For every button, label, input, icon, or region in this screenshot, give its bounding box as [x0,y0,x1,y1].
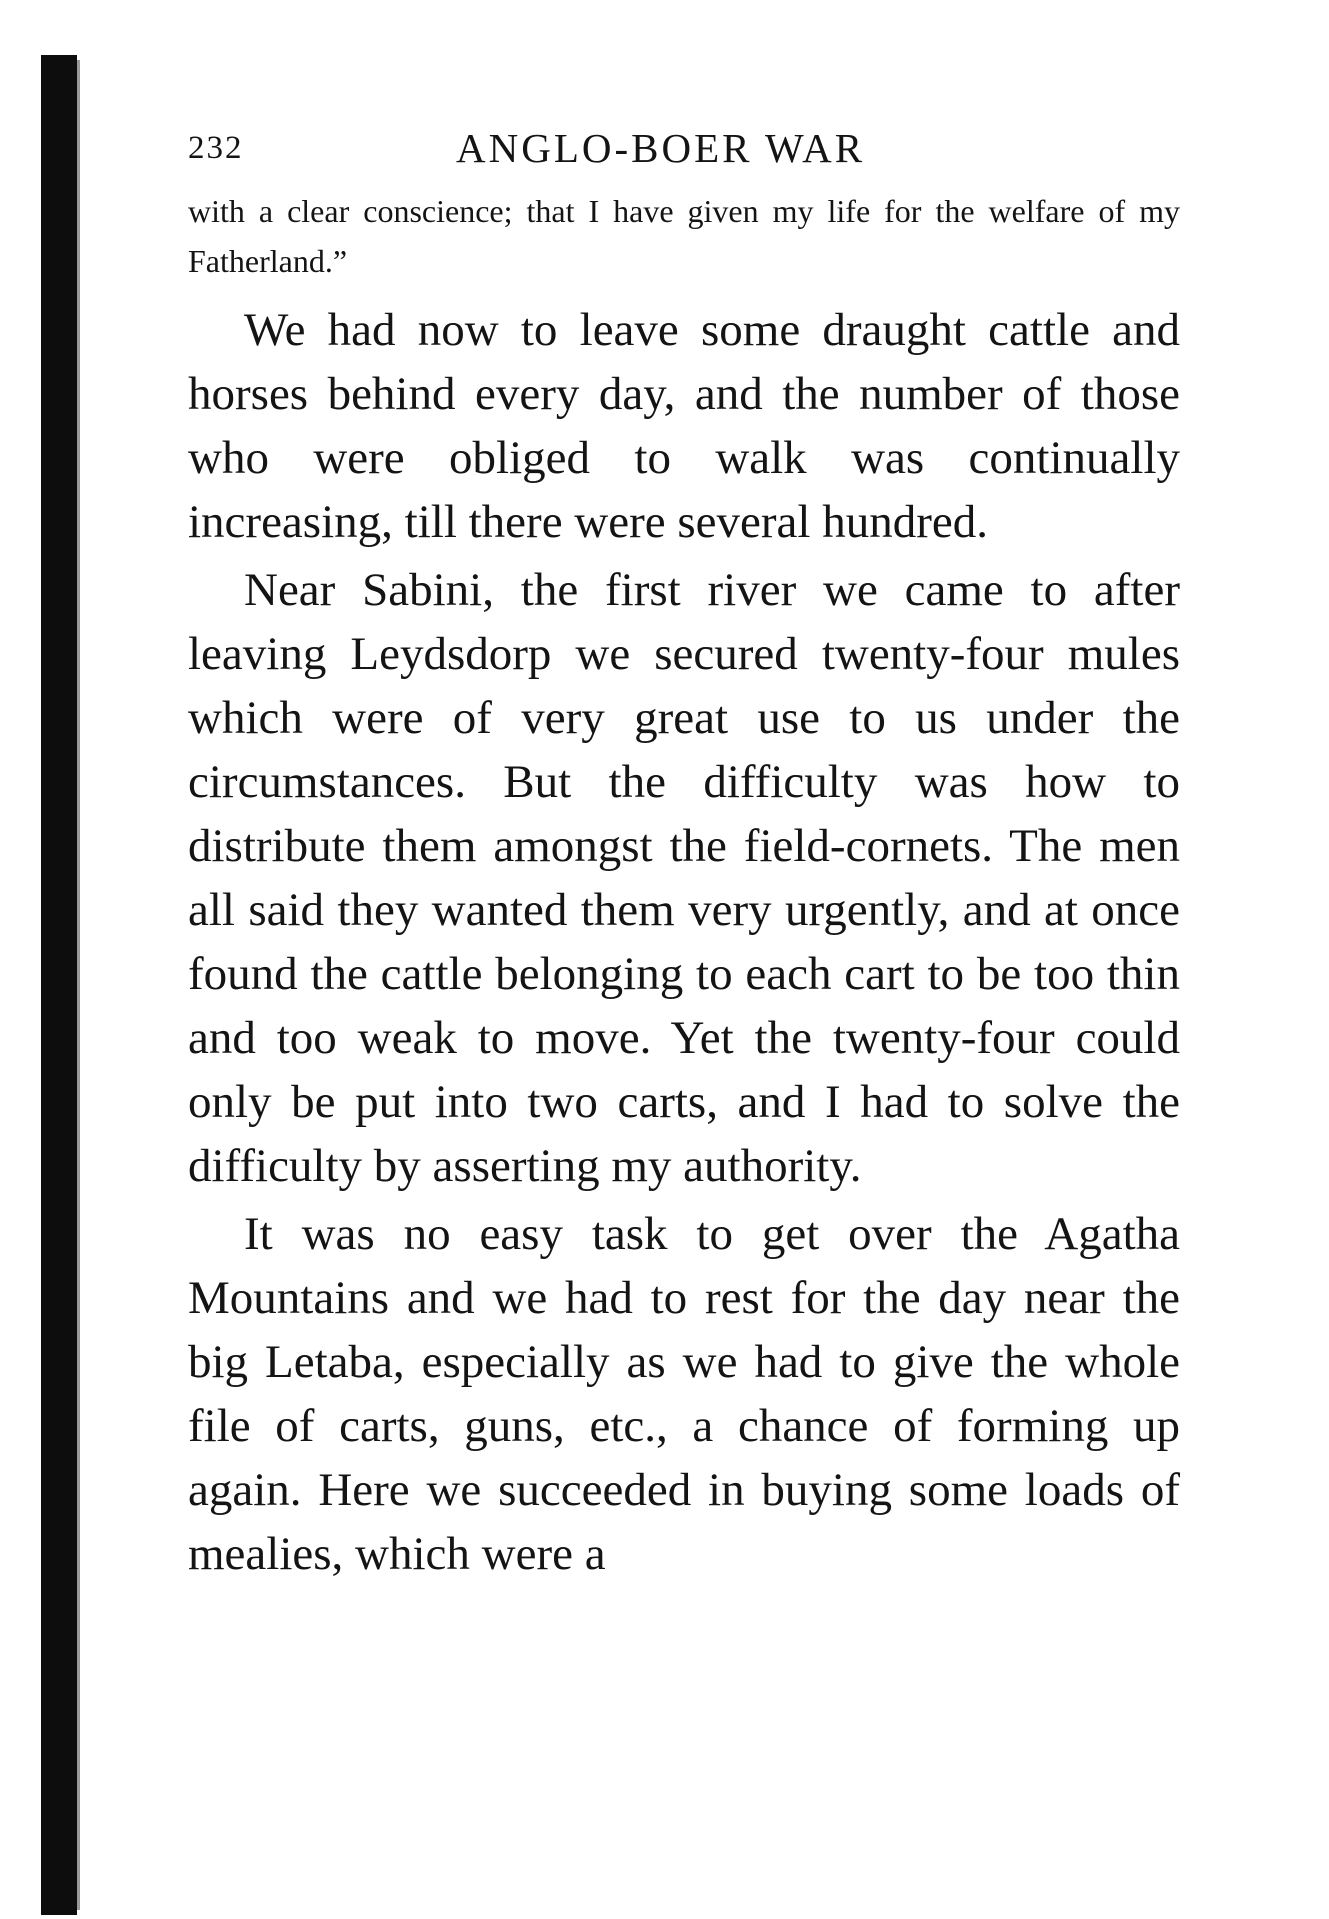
page-number: 232 [188,130,244,166]
running-head [188,118,1180,178]
paragraph-draught-cattle: We had now to leave some draught cattle and horses behind every day, and the number of those who were obliged to walk was continually increasing, till there were several hundred. [188,304,1180,548]
paragraph-agatha-mountains: It was no easy task to get over the Agatha Mountains and we had to rest for the day near the big Letaba, especially as we had to give the whole file of carts, guns, etc., a chance of forming up again. Here we succeeded in buying some loads of mealies, which were a [188,1208,1180,1580]
quote-continuation: with a clear conscience; that I have given my life for the welfare of my Fatherland.” [188,193,1180,279]
page-binding-shadow [77,60,80,1910]
running-title: ANGLO-BOER WAR [456,125,866,171]
book-page [188,118,1180,1586]
paragraph-sabini-mules: Near Sabini, the first river we came to after leaving Leydsdorp we secured twenty-four mules which were of very great use to us under the circumstances. But the difficulty was how to distribute them amongst the field-cornets. The men all said they wanted them very urgently, and at once found the cattle belonging to each cart to be too thin and too weak to move. Yet the twenty-four could only be put into two carts, and I had to solve the difficulty by asserting my authority. [188,564,1180,1192]
page-binding-edge [41,55,77,1915]
